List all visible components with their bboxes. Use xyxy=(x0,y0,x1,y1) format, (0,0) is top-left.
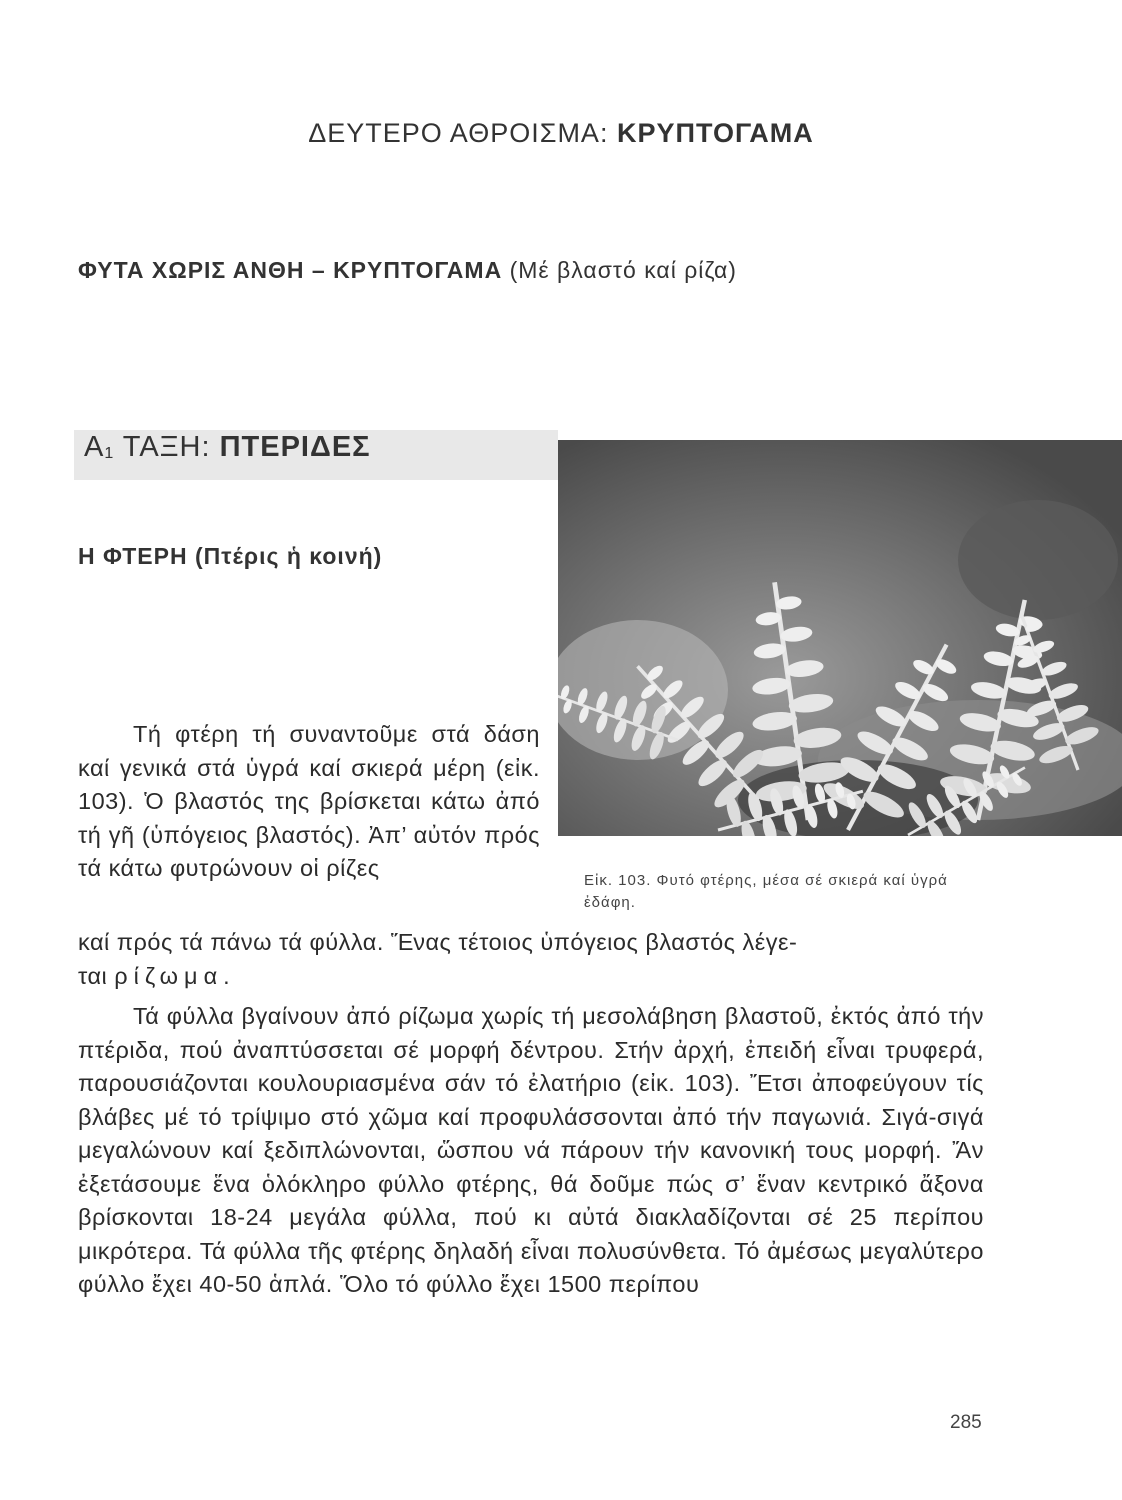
paragraph1-end xyxy=(78,960,230,994)
subtitle-bold: ΦΥΤΑ ΧΩΡΙΣ ΑΝΘΗ – ΚΡΥΠΤΟΓΑΜΑ xyxy=(78,257,503,283)
fern-photo xyxy=(558,440,1122,836)
class-subscript: 1 xyxy=(104,445,115,462)
paragraph1-full-line: καί πρός τά πάνω τά φύλλα. Ἕνας τέτοιος ὑπόγειος βλαστός λέγε- xyxy=(78,929,798,955)
term-rhizome: ρίζωμα xyxy=(114,963,224,989)
class-title xyxy=(84,431,371,464)
paragraph2: Τά φύλλα βγαίνουν ἀπό ρίζωμα χωρίς τή μεσολάβηση βλαστοῦ, ἐκτός ἀπό τήν πτέριδα, πού ἀναπτύσσεται σέ μορφή δέντρου. Στήν ἀρχή, ἐπειδή εἶναι τρυφερά, παρουσιάζονται κουλουριασμένα σάν τό ἐλατήριο (εἰκ. 103). Ἔτσι ἀποφεύγουν τίς βλάβες μέ τό τρίψιμο στό χῶμα καί προφυλάσσονται ἀπό τήν παγωνιά. Σιγά-σιγά μεγαλώνουν καί ξεδιπλώνονται, ὥσπου νά πάρουν τήν κανονική τους μορφή. Ἄν ἐξετάσουμε ἕνα ὁλόκληρο φύλλο φτέρης, θά δοῦμε πώς σ’ ἕναν κεντρικό ἄξονα βρίσκονται 18-24 μεγάλα φύλλα, πού κι αὐτά διακλαδίζονται σέ 25 περίπου μικρότερα. Τά φύλλα τῆς φτέρης δηλαδή εἶναι πολυσύνθετα. Τό ἀμέσως μεγαλύτερο φύλλο ἔχει 40-50 ἁπλά. Ὅλο τό φύλλο ἔχει 1500 περίπου xyxy=(78,1003,984,1297)
class-middle: ΤΑΞΗ: xyxy=(114,431,220,463)
paragraph1-narrow: Τή φτέρη τή συναντοῦμε στά δάση καί γενικά στά ὑγρά καί σκιερά μέρη (εἰκ. 103). Ὁ βλαστός της βρίσκεται κάτω ἀπό τή γῆ (ὑπόγειος βλαστός). Ἀπ’ αὐτόν πρός τά κάτω φυτρώνουν οἱ ρίζες xyxy=(78,721,540,881)
section-heading: Η ΦΤΕΡΗ (Πτέρις ἡ κοινή) xyxy=(78,543,383,569)
part-title-bold: ΚΡΥΠΤΟΓΑΜΑ xyxy=(616,118,814,148)
subtitle-normal: (Μέ βλαστό καί ρίζα) xyxy=(502,257,737,283)
part-title-prefix: ΔΕΥΤΕΡΟ ΑΘΡΟΙΣΜΑ: xyxy=(308,118,617,148)
figure-caption: Εἰκ. 103. Φυτό φτέρης, μέσα σέ σκιερά καί ὑγρά ἐδάφη. xyxy=(584,872,948,911)
chapter-subtitle xyxy=(78,257,737,284)
paragraph1-end-prefix: ται xyxy=(78,963,115,989)
page-number: 285 xyxy=(950,1412,982,1433)
paragraph1-end-suffix: . xyxy=(223,963,231,989)
class-bold: ΠΤΕΡΙΔΕΣ xyxy=(219,431,371,463)
class-letter: Α xyxy=(84,431,105,463)
fern-illustration xyxy=(558,440,1122,836)
part-title xyxy=(0,118,1122,149)
